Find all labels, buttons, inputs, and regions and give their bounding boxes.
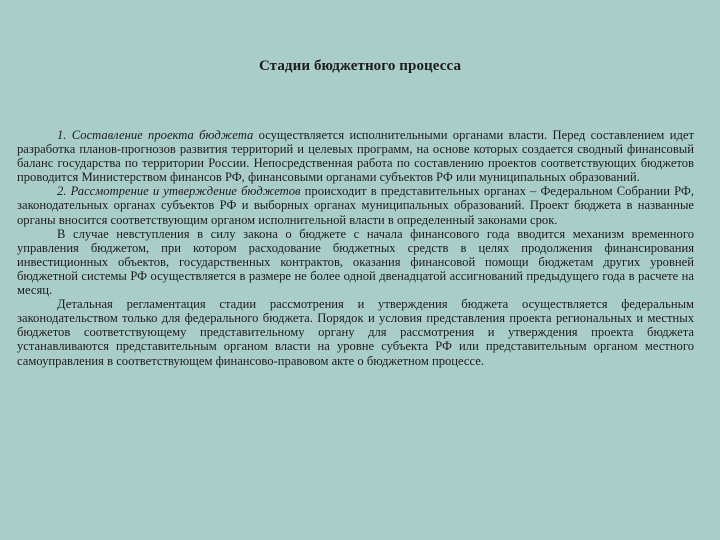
slide-title: Стадии бюджетного процесса [258, 58, 462, 74]
paragraph-text: происходит в представительных органах – Федеральном Собрании РФ, законодательных органах субъектов РФ и выборных органах муниципальных образований. Проект бюджета в названные органы вносится соответствующим органом исполнительной власти в определенный законами срок. [17, 184, 694, 227]
paragraph-text: В случае невступления в силу закона о бюджете с начала финансового года вводится механизм временного управления бюджетом, при котором расходование бюджетных средств в целях продолжения финансирования инвестиционных объектов, государственных контрактов, оказания финансовой помощи бюджетам других уровней бюджетной системы РФ осуществляется в размере не более одной двенадцатой ассигнований предыдущего года в расчете на месяц. [17, 226, 694, 298]
paragraph-temporary-management [17, 227, 694, 297]
slide-body [17, 128, 694, 368]
paragraph-lead: 1. Составление проекта бюджета [57, 128, 254, 142]
paragraph-approval [17, 184, 694, 226]
paragraph-text: осуществляется исполнительными органами власти. Перед составлением идет разработка планов-прогнозов развития территорий и целевых программ, на основе которых создается сводный финансовый баланс государства по территории России. Непосредственная работа по составлению проектов соответствующих бюджетов проводится Министерством финансов РФ, финансовыми органами субъектов РФ или муниципальных образований. [17, 128, 694, 185]
paragraph-regulation [17, 297, 694, 367]
paragraph-compilation [17, 128, 694, 184]
paragraph-text: Детальная регламентация стадии рассмотрения и утверждения бюджета осуществляется федеральным законодательством только для федерального бюджета. Порядок и условия представления проекта региональных и местных бюджетов соответствующему представительному органу для рассмотрения и утверждения проекта бюджета устанавливаются представительным органом власти на уровне субъекта РФ или представительным органом местного самоуправления в соответствующем финансово-правовом акте о бюджетном процессе. [17, 297, 694, 368]
paragraph-lead: 2. Рассмотрение и утверждение бюджетов [57, 184, 301, 199]
